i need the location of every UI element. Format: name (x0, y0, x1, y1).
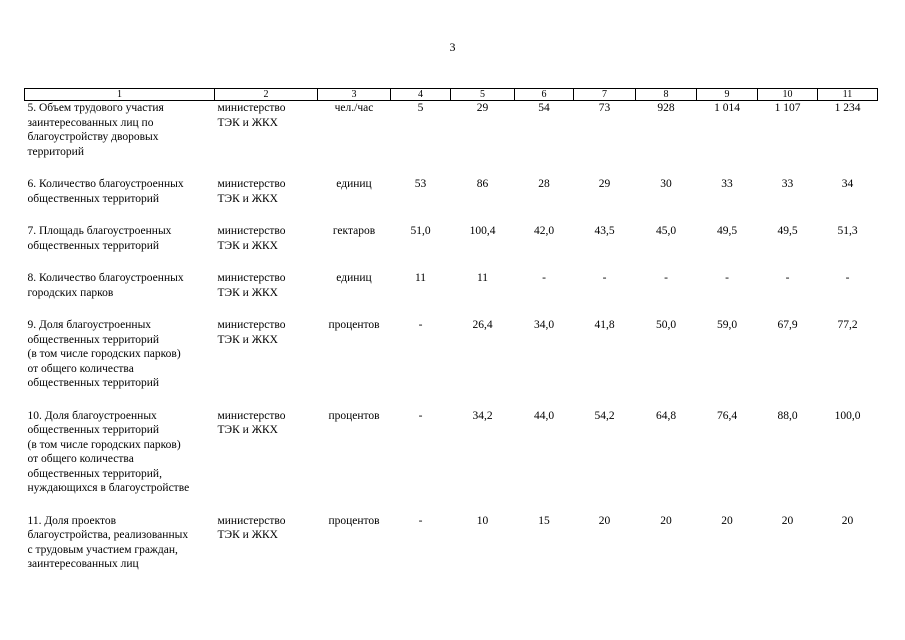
indicator-value: 49,5 (777, 225, 798, 237)
indicators-table (24, 88, 878, 590)
indicator-value: 50,0 (655, 319, 677, 331)
indicator-value: 59,0 (716, 319, 738, 331)
indicator-value: 42,0 (533, 225, 555, 237)
indicator-value: 30 (660, 178, 672, 190)
unit-of-measure: гектаров (332, 225, 376, 237)
indicator-value: 34,2 (472, 409, 493, 422)
indicator-value: 76,4 (716, 409, 738, 422)
indicator-name: 11. Доля проектов благоустройства, реализованных с трудовым участием граждан, заинтересованных лиц (27, 514, 189, 570)
column-number-4: 4 (391, 89, 451, 101)
indicator-value: 29 (598, 178, 611, 190)
indicator-value: 5 (417, 102, 424, 114)
indicator-value: 20 (660, 514, 672, 527)
indicator-value: 15 (538, 514, 550, 527)
indicator-value: 34 (841, 178, 854, 190)
column-number-5: 5 (451, 89, 515, 101)
indicator-value: 43,5 (594, 225, 615, 237)
indicator-value: 53 (414, 178, 427, 190)
indicator-value: - (845, 272, 850, 284)
responsible-ministry: министерство ТЭК и ЖКХ (217, 514, 286, 541)
column-number-1: 1 (25, 89, 215, 101)
table-row (25, 409, 878, 514)
column-number-9: 9 (697, 89, 758, 101)
indicator-value: 73 (598, 102, 611, 114)
indicator-value: - (542, 272, 546, 284)
indicator-value: 1 107 (774, 102, 801, 114)
indicator-value: 67,9 (777, 319, 798, 331)
column-number-8: 8 (636, 89, 697, 101)
column-number-7: 7 (574, 89, 636, 101)
indicator-value: 49,5 (716, 225, 738, 237)
responsible-ministry: министерство ТЭК и ЖКХ (217, 272, 286, 299)
responsible-ministry: министерство ТЭК и ЖКХ (217, 319, 286, 346)
indicator-value: 88,0 (777, 409, 798, 422)
header-row (25, 89, 878, 101)
table-row (25, 177, 878, 224)
indicator-value: 20 (841, 514, 854, 527)
indicator-name: 6. Количество благоустроенных общественных территорий (27, 178, 184, 205)
unit-of-measure: процентов (328, 319, 380, 331)
indicator-value: - (418, 319, 423, 331)
column-number-3: 3 (318, 89, 391, 101)
table-row (25, 101, 878, 178)
page-number: 3 (449, 40, 456, 54)
indicator-value: - (725, 272, 729, 284)
indicator-value: - (602, 272, 607, 284)
indicator-value: 41,8 (594, 319, 615, 331)
indicator-name: 10. Доля благоустроенных общественных территорий (в том числе городских парков) от общего количества общественных территорий, нуждающихся в благоустройстве (27, 409, 190, 494)
indicator-value: 54,2 (594, 409, 615, 422)
indicator-value: 100,0 (834, 409, 861, 422)
indicator-name: 8. Количество благоустроенных городских парков (27, 272, 184, 299)
indicator-value: 26,4 (472, 319, 493, 331)
indicator-value: 34,0 (533, 319, 555, 331)
table-row (25, 514, 878, 590)
indicator-value: 86 (476, 178, 489, 190)
indicator-value: 77,2 (837, 319, 858, 331)
indicator-value: 11 (414, 272, 427, 284)
indicator-value: 20 (781, 514, 794, 527)
indicator-value: 100,4 (469, 225, 496, 237)
indicator-name: 7. Площадь благоустроенных общественных территорий (27, 225, 172, 252)
indicator-value: - (418, 409, 423, 422)
indicator-value: 44,0 (533, 409, 555, 422)
column-number-6: 6 (515, 89, 574, 101)
unit-of-measure: чел./час (334, 102, 374, 114)
unit-of-measure: единиц (336, 272, 372, 284)
indicator-name: 5. Объем трудового участия заинтересованных лиц по благоустройству дворовых территорий (27, 102, 164, 158)
indicator-value: 64,8 (655, 409, 677, 422)
column-number-11: 11 (818, 89, 878, 101)
indicator-value: 29 (476, 102, 489, 114)
indicator-value: 1 014 (714, 102, 740, 114)
indicator-value: 33 (721, 178, 733, 190)
responsible-ministry: министерство ТЭК и ЖКХ (217, 409, 286, 436)
responsible-ministry: министерство ТЭК и ЖКХ (217, 225, 286, 252)
responsible-ministry: министерство ТЭК и ЖКХ (217, 178, 286, 205)
table-row (25, 224, 878, 271)
indicator-value: 20 (598, 514, 611, 527)
indicator-value: 28 (538, 178, 550, 190)
indicator-value: 928 (657, 102, 675, 114)
indicator-value: 11 (476, 272, 489, 284)
unit-of-measure: процентов (328, 409, 380, 422)
indicator-name: 9. Доля благоустроенных общественных территорий (в том числе городских парков) от общего количества общественных территорий (27, 319, 181, 389)
column-number-2: 2 (215, 89, 318, 101)
indicator-value: - (785, 272, 790, 284)
indicator-value: 20 (721, 514, 733, 527)
column-number-10: 10 (758, 89, 818, 101)
table-body (25, 101, 878, 590)
indicator-value: 33 (781, 178, 794, 190)
indicator-value: 10 (476, 514, 489, 527)
indicator-value: - (418, 514, 423, 527)
indicator-value: 51,0 (410, 225, 431, 237)
table-row (25, 271, 878, 318)
table-row (25, 318, 878, 409)
unit-of-measure: процентов (328, 514, 380, 527)
indicator-value: 51,3 (837, 225, 858, 237)
responsible-ministry: министерство ТЭК и ЖКХ (217, 102, 286, 129)
unit-of-measure: единиц (336, 178, 372, 190)
indicator-value: 54 (538, 102, 550, 114)
indicator-value: 1 234 (834, 102, 861, 114)
indicator-value: 45,0 (655, 225, 677, 237)
indicator-value: - (664, 272, 668, 284)
